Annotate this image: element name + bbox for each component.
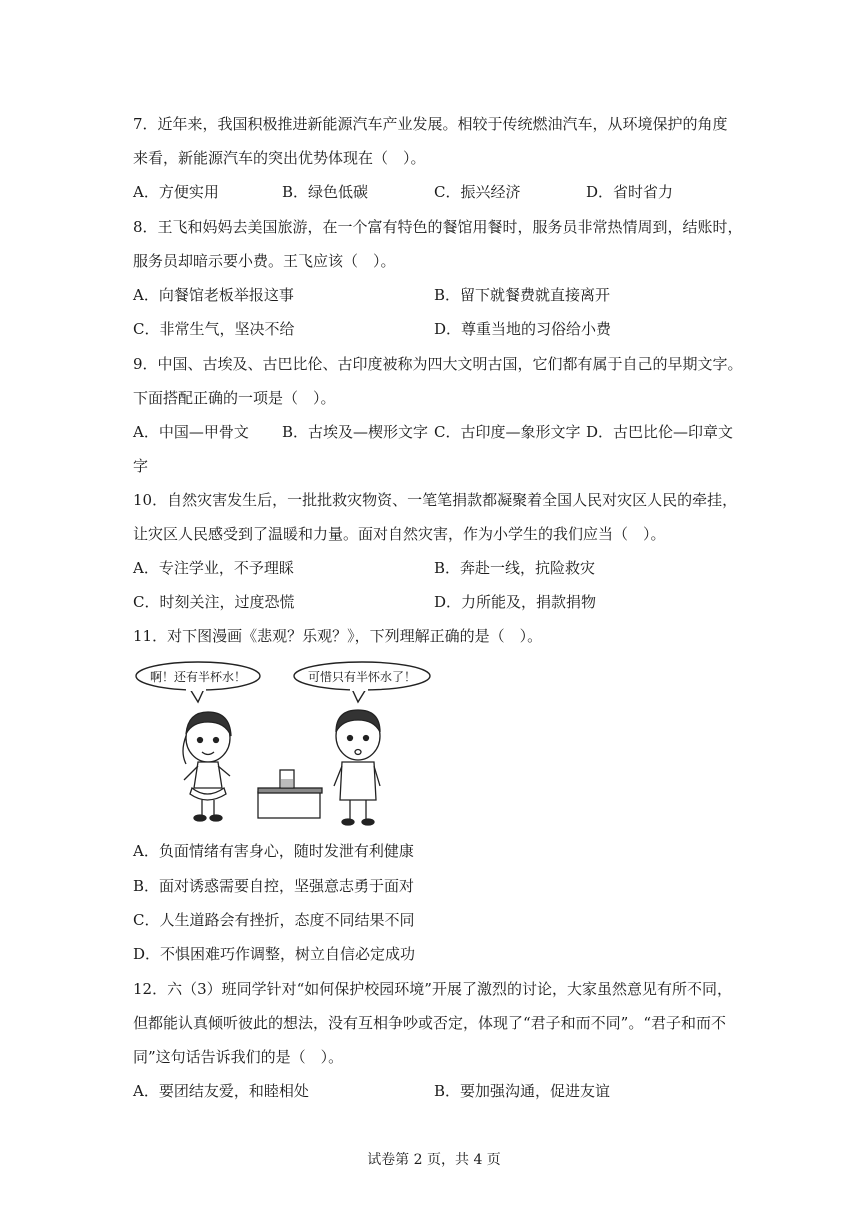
q10-stem-line1: 10．自然灾害发生后，一批批救灾物资、一笔笔捐款都凝聚着全国人民对灾区人民的牵挂，: [133, 491, 738, 509]
q10-option-d: D．力所能及，捐款捐物: [434, 593, 597, 611]
q9-option-a: A．中国—甲骨文: [133, 423, 249, 441]
q11-stem-line1: 11．对下图漫画《悲观？乐观？》，下列理解正确的是（ ）。: [133, 627, 543, 645]
q9-stem-line1: 9．中国、古埃及、古巴比伦、古印度被称为四大文明古国，它们都有属于自己的早期文字。: [133, 355, 743, 373]
q8-option-a: A．向餐馆老板举报这事: [133, 286, 294, 304]
q8-stem-line1: 8．王飞和妈妈去美国旅游，在一个富有特色的餐馆用餐时，服务员非常热情周到，结账时，: [133, 218, 743, 236]
cartoon-illustration: [130, 660, 440, 834]
q9-stem-line2: 下面搭配正确的一项是（ ）。: [133, 389, 336, 407]
q12-stem-line2: 但都能认真倾听彼此的想法，没有互相争吵或否定，体现了“君子和而不同”。“君子和而不: [133, 1014, 727, 1032]
q7-option-b: B．绿色低碳: [282, 183, 369, 201]
right-bubble-text: 可惜只有半怀水了！: [307, 670, 417, 684]
page-footer: 试卷第 2 页，共 4 页: [367, 1152, 501, 1168]
q7-option-a: A．方便实用: [133, 183, 219, 201]
q11-option-b: B．面对诱惑需要自控，坚强意志勇于面对: [133, 877, 415, 895]
q10-option-c: C．时刻关注，过度恐慌: [133, 593, 295, 611]
q11-option-d: D．不惧困难巧作调整，树立自信必定成功: [133, 945, 416, 963]
q10-option-b: B．奔赴一线，抗险救灾: [434, 559, 596, 577]
right-speech-bubble: [294, 662, 430, 702]
q12-option-a: A．要团结友爱，和睦相处: [133, 1082, 309, 1100]
q9-option-c: C．古印度—象形文字: [434, 423, 581, 441]
q11-option-a: A．负面情绪有害身心，随时发泄有利健康: [133, 842, 414, 860]
boy-figure: [334, 710, 380, 825]
q12-stem-line3: 同”这句话告诉我们的是（ ）。: [133, 1048, 344, 1066]
q8-option-b: B．留下就餐费就直接离开: [434, 286, 611, 304]
left-speech-bubble: [136, 662, 260, 702]
left-bubble-text: 啊！还有半杯水！: [149, 670, 247, 684]
q12-stem-line1: 12．六（3）班同学针对“如何保护校园环境”开展了激烈的讨论，大家虽然意见有所不同，: [133, 980, 732, 998]
girl-figure: [183, 712, 231, 821]
q7-option-c: C．振兴经济: [434, 183, 521, 201]
q7-stem-line1: 7．近年来，我国积极推进新能源汽车产业发展。相较于传统燃油汽车，从环境保护的角度: [133, 115, 728, 133]
q11-option-c: C．人生道路会有挫折，态度不同结果不同: [133, 911, 415, 929]
q9-option-d: D．古巴比伦—印章文: [586, 423, 734, 441]
q7-stem-line2: 来看，新能源汽车的突出优势体现在（ ）。: [133, 149, 426, 167]
q10-stem-line2: 让灾区人民感受到了温暖和力量。面对自然灾害，作为小学生的我们应当（ ）。: [133, 525, 666, 543]
q7-option-d: D．省时省力: [586, 183, 674, 201]
q9-option-b: B．古埃及—楔形文字: [282, 423, 429, 441]
q10-option-a: A．专注学业，不予理睬: [133, 559, 294, 577]
q9-option-d-wrap: 字: [133, 457, 149, 475]
q8-option-d: D．尊重当地的习俗给小费: [434, 320, 612, 338]
q12-option-b: B．要加强沟通，促进友谊: [434, 1082, 611, 1100]
q8-stem-line2: 服务员却暗示要小费。王飞应该（ ）。: [133, 252, 396, 270]
table-with-glass: [258, 770, 322, 818]
q8-option-c: C．非常生气，坚决不给: [133, 320, 295, 338]
